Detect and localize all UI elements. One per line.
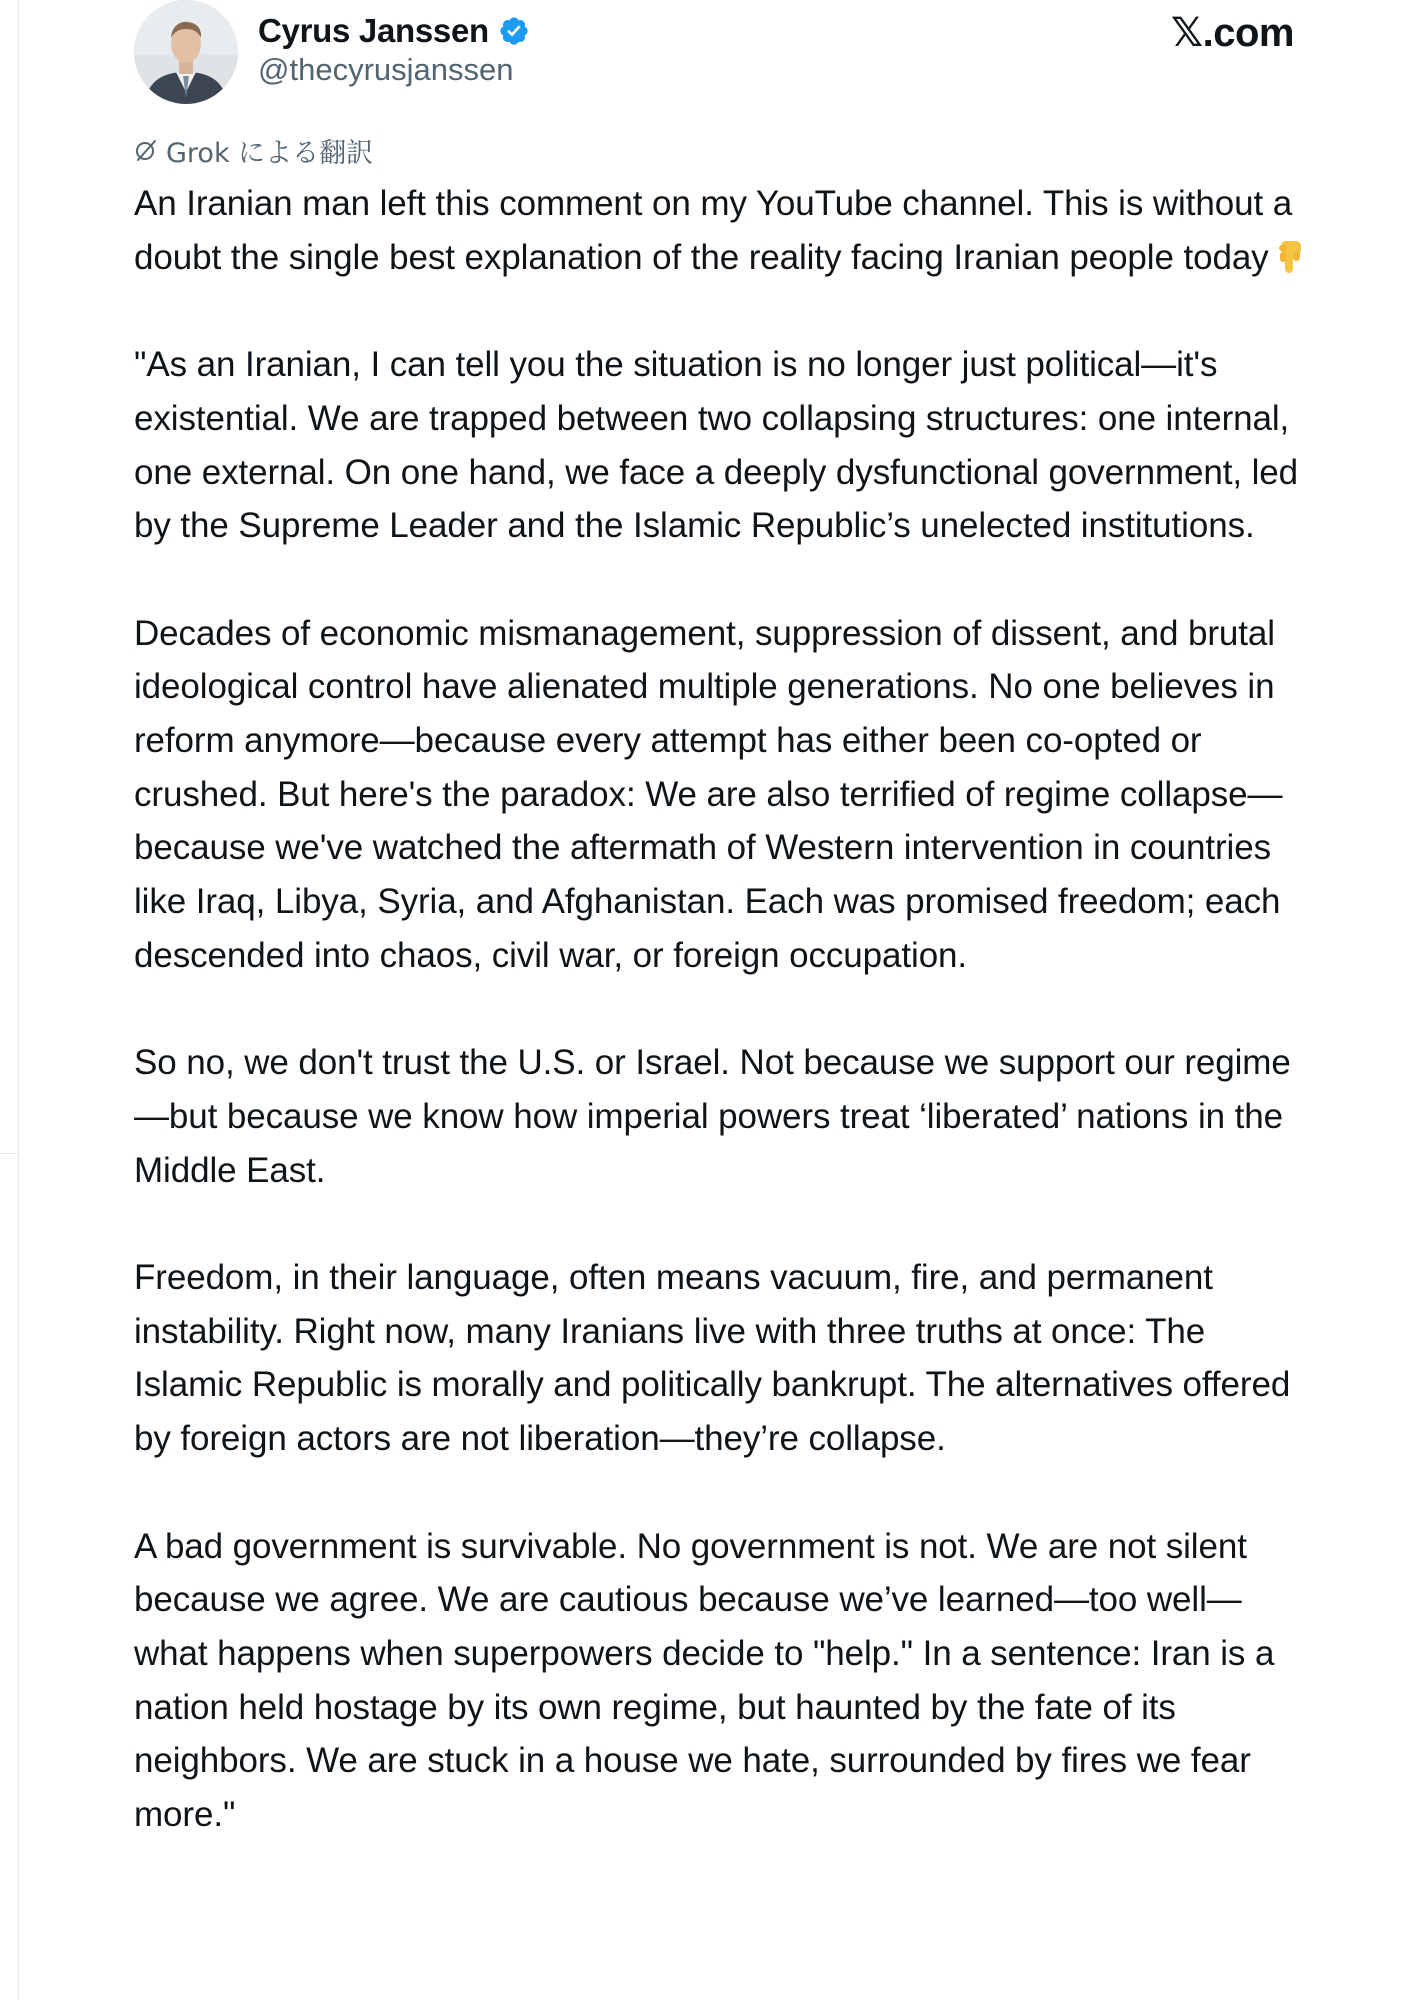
post-paragraph-4: Freedom, in their language, often means vacuum, fire, and permanent instability. Right now, many Iranians live with three truths at once: The Islamic Republic is morally and politically bankrupt. The alternatives offered by foreign actors are not liberation—they’re collapse. [134,1258,1291,1459]
post-text [134,177,1314,1842]
avatar-image [134,0,238,104]
x-logo: 𝕏.com [1170,11,1294,55]
pointing-down-emoji-icon [1275,239,1305,275]
translation-label: Grok による翻訳 [166,137,374,169]
post-intro [134,177,1314,284]
post-paragraph-2: Decades of economic mismanagement, suppression of dissent, and brutal ideological control have alienated multiple generations. No one believes in reform anymore—because every attempt has either been co-opted or crushed. But here's the paradox: We are also terrified of regime collapse—because we've watched the aftermath of Western intervention in countries like Iraq, Libya, Syria, and Afghanistan. Each was promised freedom; each descended into chaos, civil war, or foreign occupation. [134,613,1283,975]
timeline-divider-tick [0,1153,18,1154]
author-display-name[interactable]: Cyrus Janssen [258,12,489,49]
post-paragraph-1: "As an Iranian, I can tell you the situation is no longer just political—it's existential. We are trapped between two collapsing structures: one internal, one external. On one hand, we face a deeply dysfunctional government, led by the Supreme Leader and the Islamic Republic’s unelected institutions. [134,345,1299,546]
post-paragraph-3: So no, we don't trust the U.S. or Israel. Not because we support our regime—but because we know how imperial powers treat ‘liberated’ nations in the Middle East. [134,1043,1291,1190]
post-header [134,0,1294,110]
timeline-divider [18,0,19,2000]
avatar[interactable] [134,0,238,104]
author-name-row[interactable] [258,10,530,52]
author-handle[interactable]: @thecyrusjanssen [258,52,514,87]
post-paragraph-5: A bad government is survivable. No government is not. We are not silent because we agree. We are cautious because we’ve learned—too well—what happens when superpowers decide to "help." In a sentence: Iran is a nation held hostage by its own regime, but haunted by the fate of its neighbors. We are stuck in a house we hate, surrounded by fires we fear more." [134,1526,1275,1835]
translation-note[interactable] [134,130,373,170]
post-intro-text: An Iranian man left this comment on my YouTube channel. This is without a doubt the single best explanation of the reality facing Iranian people today [134,184,1293,277]
verified-badge-icon [498,15,530,47]
grok-icon [134,138,158,162]
